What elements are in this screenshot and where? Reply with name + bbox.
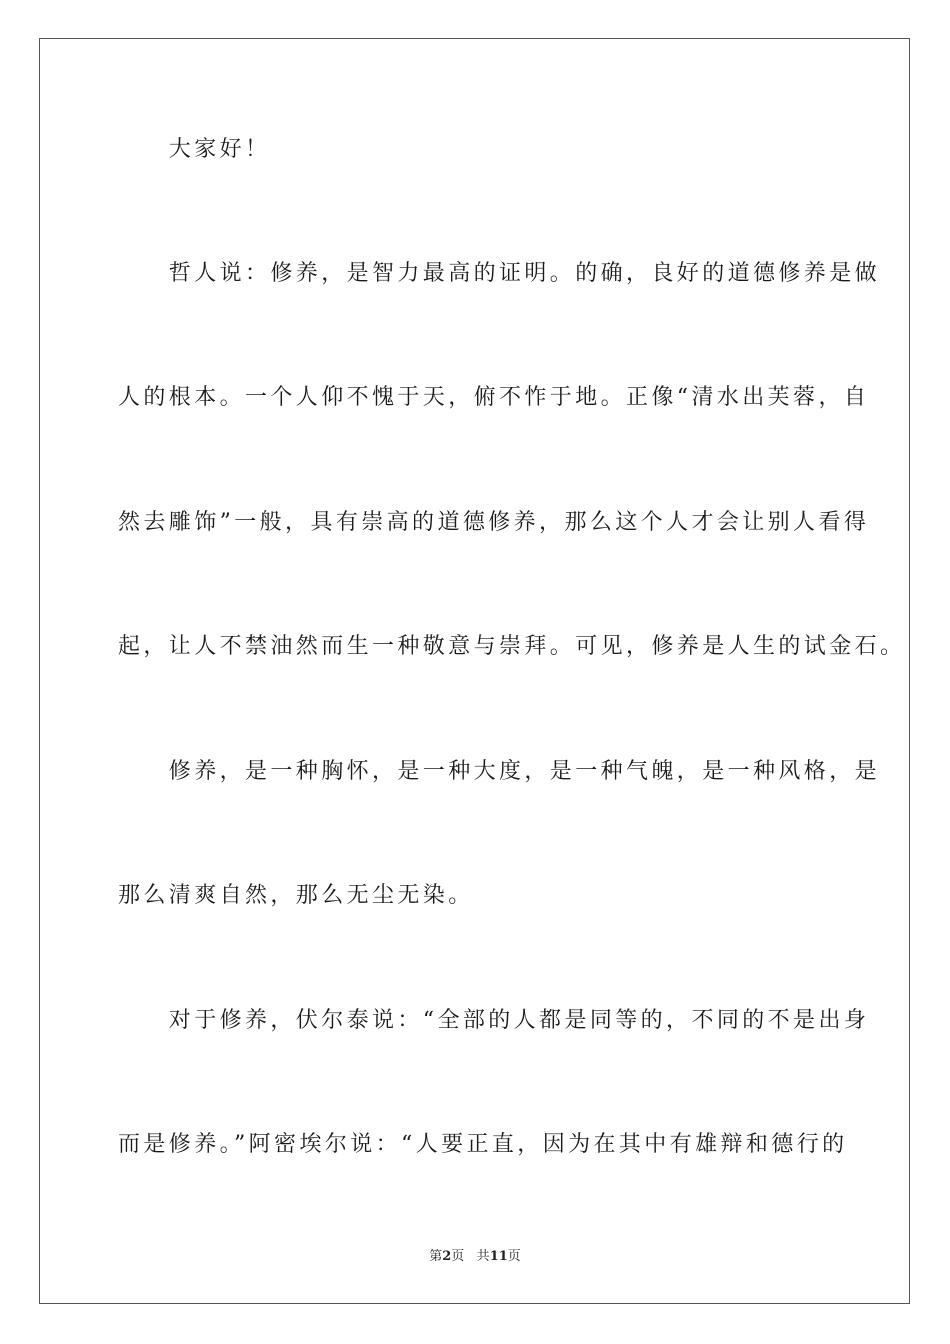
text-line: 起，让人不禁油然而生一种敬意与崇拜。可见，修养是人生的试金石。 [118,634,906,659]
total-suffix: 页 [507,1249,521,1264]
text-line: 而是修养。”阿密埃尔说：“人要正直，因为在其中有雄辩和德行的 [118,1132,848,1157]
current-page-number: 2 [442,1249,452,1264]
page-suffix: 页 [451,1249,465,1264]
page-border [39,38,910,1304]
page-footer [0,1248,950,1266]
total-page-count: 11 [489,1249,508,1264]
text-line: 修养，是一种胸怀，是一种大度，是一种气魄，是一种风格，是 [118,759,881,784]
text-line: 那么清爽自然，那么无尘无染。 [118,883,474,908]
text-line: 哲人说：修养，是智力最高的证明。的确，良好的道德修养是做 [118,261,881,286]
total-prefix: 共 [476,1249,490,1264]
text-line: 大家好！ [118,137,271,162]
text-line: 人的根本。一个人仰不愧于天，俯不怍于地。正像“清水出芙蓉，自 [118,385,870,410]
page-prefix: 第 [429,1249,443,1264]
text-line: 然去雕饰”一般，具有崇高的道德修养，那么这个人才会让别人看得 [118,510,870,535]
text-line: 对于修养，伏尔泰说：“全部的人都是同等的，不同的不是出身 [118,1008,870,1033]
